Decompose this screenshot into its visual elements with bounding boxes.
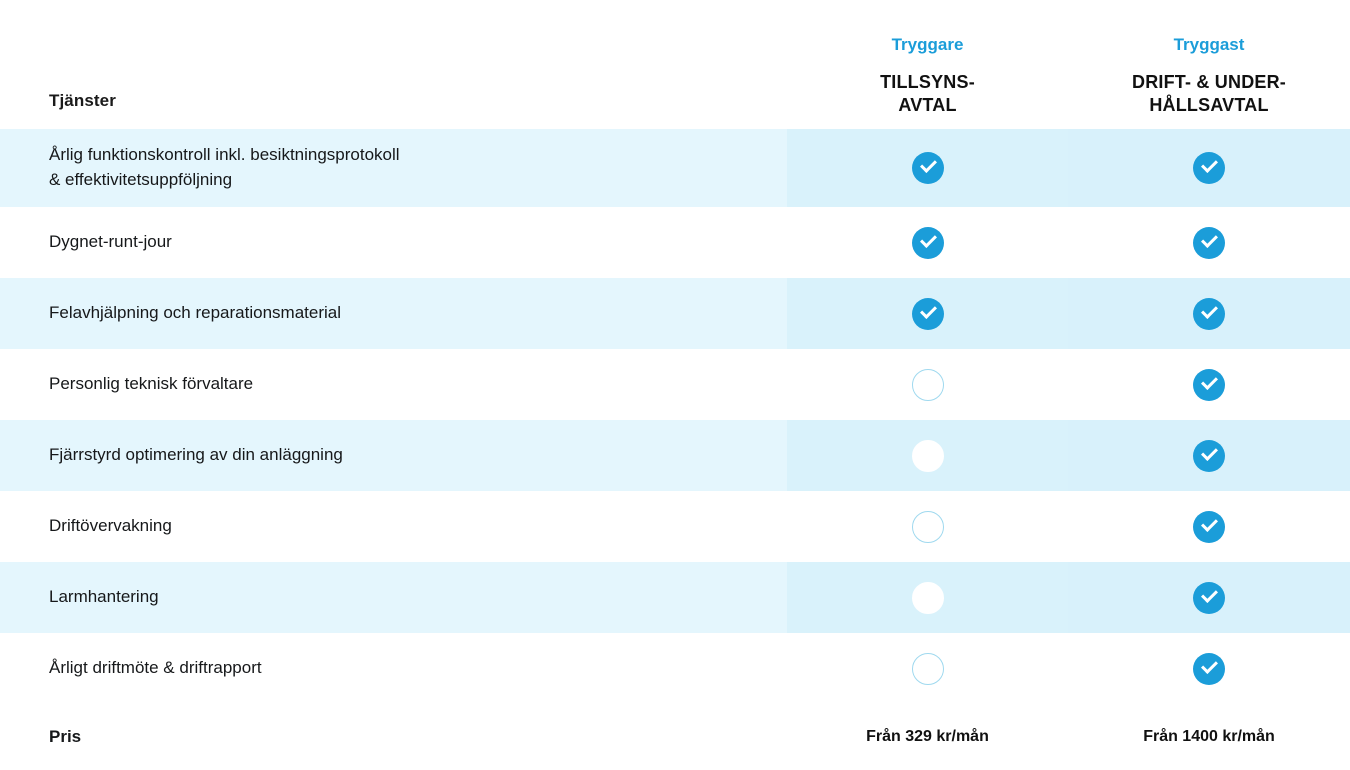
row-left-gutter	[0, 129, 49, 207]
table-row	[0, 562, 1350, 633]
empty-circle-icon	[912, 369, 944, 401]
check-icon	[912, 227, 944, 259]
cell-plan-b	[1068, 562, 1350, 633]
cell-plan-b	[1068, 207, 1350, 278]
plan-kicker-tryggast: Tryggast	[1173, 34, 1245, 54]
table-row	[0, 278, 1350, 349]
plan-name-line2: AVTAL	[898, 94, 957, 115]
check-icon	[1193, 653, 1225, 685]
row-left-gutter	[0, 420, 49, 491]
empty-circle-icon	[912, 440, 944, 472]
table-row	[0, 420, 1350, 491]
cell-plan-a	[787, 420, 1068, 491]
cell-plan-b	[1068, 349, 1350, 420]
row-left-gutter	[0, 562, 49, 633]
row-label	[49, 207, 787, 278]
row-label	[49, 278, 787, 349]
row-label-line2: & effektivitetsuppföljning	[49, 170, 233, 189]
row-label-text	[49, 143, 400, 192]
row-label-text: Felavhjälpning och reparationsmaterial	[49, 303, 341, 323]
row-label-text: Fjärrstyrd optimering av din anläggning	[49, 445, 343, 465]
empty-circle-icon	[912, 511, 944, 543]
row-label	[49, 349, 787, 420]
plan-name-tillsynsavtal	[787, 71, 1068, 117]
plan-name-drift-underhallsavtal	[1068, 71, 1350, 117]
row-label-text: Driftövervakning	[49, 516, 172, 536]
table-row	[0, 633, 1350, 704]
header-services-column	[49, 91, 787, 129]
price-label: Pris	[49, 726, 82, 746]
cell-plan-a	[787, 491, 1068, 562]
row-label	[49, 562, 787, 633]
check-icon	[1193, 582, 1225, 614]
row-left-gutter	[0, 633, 49, 704]
check-icon	[1193, 298, 1225, 330]
cell-plan-a	[787, 207, 1068, 278]
price-plan-a: Från 329 kr/mån	[866, 728, 989, 745]
table-row	[0, 129, 1350, 207]
row-left-gutter	[0, 349, 49, 420]
row-left-gutter	[0, 278, 49, 349]
row-label	[49, 633, 787, 704]
check-icon	[1193, 440, 1225, 472]
row-left-gutter	[0, 207, 49, 278]
check-icon	[912, 152, 944, 184]
cell-plan-a	[787, 278, 1068, 349]
cell-plan-a	[787, 129, 1068, 207]
check-icon	[912, 298, 944, 330]
price-row	[0, 704, 1350, 770]
row-label	[49, 129, 787, 207]
check-icon	[1193, 369, 1225, 401]
row-label-text: Dygnet-runt-jour	[49, 232, 172, 252]
check-icon	[1193, 152, 1225, 184]
row-left-gutter	[0, 491, 49, 562]
header-plan-drift-underhallsavtal	[1068, 35, 1350, 129]
cell-plan-b	[1068, 491, 1350, 562]
table-row	[0, 349, 1350, 420]
cell-plan-b	[1068, 633, 1350, 704]
row-label-line1: Årlig funktionskontroll inkl. besiktningsprotokoll	[49, 145, 400, 165]
plan-kicker-tryggare: Tryggare	[891, 34, 964, 54]
table-row	[0, 491, 1350, 562]
row-label-text: Personlig teknisk förvaltare	[49, 374, 254, 394]
table-row	[0, 207, 1350, 278]
plan-name-line2: HÅLLSAVTAL	[1149, 94, 1269, 115]
cell-plan-b	[1068, 420, 1350, 491]
check-icon	[1193, 227, 1225, 259]
check-icon	[1193, 511, 1225, 543]
services-column-label: Tjänster	[49, 91, 116, 110]
cell-plan-b	[1068, 129, 1350, 207]
empty-circle-icon	[912, 582, 944, 614]
plan-name-line1: TILLSYNS-	[880, 71, 975, 92]
cell-plan-a	[787, 633, 1068, 704]
row-label-text: Larmhantering	[49, 587, 159, 607]
table-header	[0, 0, 1350, 129]
plan-name-line1: DRIFT- & UNDER-	[1132, 71, 1286, 92]
cell-plan-a	[787, 349, 1068, 420]
row-label	[49, 491, 787, 562]
price-plan-b: Från 1400 kr/mån	[1143, 728, 1275, 745]
cell-plan-b	[1068, 278, 1350, 349]
row-label	[49, 420, 787, 491]
cell-plan-a	[787, 562, 1068, 633]
header-plan-tillsynsavtal	[787, 35, 1068, 129]
empty-circle-icon	[912, 653, 944, 685]
row-label-text: Årligt driftmöte & driftrapport	[49, 658, 262, 678]
